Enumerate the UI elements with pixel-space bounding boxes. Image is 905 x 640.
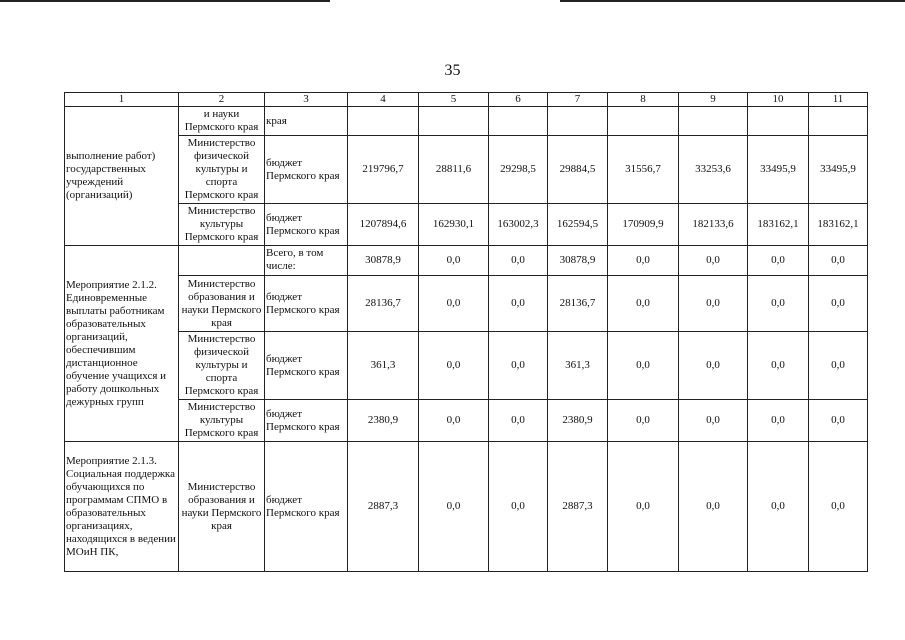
- agency-cell: Министерство образования и науки Пермского края: [179, 276, 265, 332]
- value-cell: 163002,3: [489, 204, 548, 246]
- value-cell: 0,0: [489, 276, 548, 332]
- table-row: [65, 276, 868, 332]
- source-cell: бюджет Пермского края: [265, 204, 348, 246]
- value-cell: 219796,7: [348, 136, 419, 204]
- value-cell: 0,0: [608, 442, 679, 572]
- page-number: 35: [444, 62, 461, 79]
- value-cell: 33495,9: [809, 136, 868, 204]
- agency-cell: Министерство физической культуры и спорта Пермского края: [179, 136, 265, 204]
- value-cell: [419, 107, 489, 136]
- value-cell: 0,0: [608, 332, 679, 400]
- value-cell: 183162,1: [748, 204, 809, 246]
- agency-cell: Министерство культуры Пермского края: [179, 400, 265, 442]
- value-cell: 28136,7: [348, 276, 419, 332]
- value-cell: [679, 107, 748, 136]
- value-cell: 0,0: [748, 276, 809, 332]
- value-cell: 182133,6: [679, 204, 748, 246]
- top-rule-left: [0, 0, 330, 2]
- header-cell: 2: [179, 93, 265, 107]
- value-cell: [748, 107, 809, 136]
- value-cell: 162594,5: [548, 204, 608, 246]
- value-cell: 0,0: [679, 246, 748, 276]
- source-cell: края: [265, 107, 348, 136]
- agency-cell: Министерство культуры Пермского края: [179, 204, 265, 246]
- value-cell: 30878,9: [348, 246, 419, 276]
- source-cell: бюджет Пермского края: [265, 442, 348, 572]
- table-row: [65, 332, 868, 400]
- source-cell: бюджет Пермского края: [265, 400, 348, 442]
- value-cell: 0,0: [748, 246, 809, 276]
- table-row: [65, 400, 868, 442]
- value-cell: 0,0: [809, 442, 868, 572]
- activity-description: Мероприятие 2.1.3. Социальная поддержка обучающихся по программам СПМО в образовательных организациях, находящихся в ведении МОиН ПК,: [65, 442, 179, 572]
- header-row: [65, 93, 868, 107]
- value-cell: 0,0: [419, 276, 489, 332]
- value-cell: 0,0: [809, 332, 868, 400]
- table-row: [65, 107, 868, 136]
- value-cell: [608, 107, 679, 136]
- value-cell: 2380,9: [348, 400, 419, 442]
- header-cell: 3: [265, 93, 348, 107]
- value-cell: 183162,1: [809, 204, 868, 246]
- value-cell: 170909,9: [608, 204, 679, 246]
- value-cell: 0,0: [748, 442, 809, 572]
- header-cell: 6: [489, 93, 548, 107]
- value-cell: 162930,1: [419, 204, 489, 246]
- value-cell: 0,0: [489, 332, 548, 400]
- value-cell: [348, 107, 419, 136]
- value-cell: 0,0: [679, 442, 748, 572]
- source-cell: бюджет Пермского края: [265, 332, 348, 400]
- value-cell: 0,0: [489, 442, 548, 572]
- table-row: [65, 246, 868, 276]
- table-row: [65, 204, 868, 246]
- value-cell: 33253,6: [679, 136, 748, 204]
- value-cell: 0,0: [679, 276, 748, 332]
- value-cell: 0,0: [608, 400, 679, 442]
- value-cell: 0,0: [679, 332, 748, 400]
- table-row: [65, 136, 868, 204]
- value-cell: 2887,3: [348, 442, 419, 572]
- header-cell: 7: [548, 93, 608, 107]
- header-cell: 9: [679, 93, 748, 107]
- value-cell: 0,0: [809, 276, 868, 332]
- agency-cell: [179, 246, 265, 276]
- header-cell: 5: [419, 93, 489, 107]
- value-cell: 2887,3: [548, 442, 608, 572]
- value-cell: 0,0: [489, 400, 548, 442]
- value-cell: 0,0: [419, 442, 489, 572]
- value-cell: 0,0: [608, 276, 679, 332]
- table-row: [65, 442, 868, 572]
- value-cell: 28811,6: [419, 136, 489, 204]
- value-cell: 29298,5: [489, 136, 548, 204]
- agency-cell: Министерство образования и науки Пермского края: [179, 442, 265, 572]
- agency-cell: Министерство физической культуры и спорта Пермского края: [179, 332, 265, 400]
- header-cell: 4: [348, 93, 419, 107]
- source-cell: бюджет Пермского края: [265, 136, 348, 204]
- header-cell: 11: [809, 93, 868, 107]
- value-cell: 0,0: [679, 400, 748, 442]
- value-cell: 0,0: [419, 332, 489, 400]
- source-cell: Всего, в том числе:: [265, 246, 348, 276]
- value-cell: 2380,9: [548, 400, 608, 442]
- budget-table: [64, 92, 868, 572]
- value-cell: 30878,9: [548, 246, 608, 276]
- value-cell: 0,0: [809, 246, 868, 276]
- header-cell: 8: [608, 93, 679, 107]
- top-rule-right: [560, 0, 905, 2]
- value-cell: 361,3: [348, 332, 419, 400]
- value-cell: 0,0: [748, 400, 809, 442]
- value-cell: 0,0: [608, 246, 679, 276]
- value-cell: 361,3: [548, 332, 608, 400]
- activity-description: выполнение работ) государственных учреждений (организаций): [65, 107, 179, 246]
- header-cell: 1: [65, 93, 179, 107]
- header-cell: 10: [748, 93, 809, 107]
- value-cell: 28136,7: [548, 276, 608, 332]
- value-cell: [548, 107, 608, 136]
- value-cell: 0,0: [419, 400, 489, 442]
- value-cell: 1207894,6: [348, 204, 419, 246]
- source-cell: бюджет Пермского края: [265, 276, 348, 332]
- value-cell: 0,0: [419, 246, 489, 276]
- value-cell: 31556,7: [608, 136, 679, 204]
- value-cell: 0,0: [809, 400, 868, 442]
- value-cell: 0,0: [489, 246, 548, 276]
- value-cell: 29884,5: [548, 136, 608, 204]
- agency-cell: и науки Пермского края: [179, 107, 265, 136]
- activity-description: Мероприятие 2.1.2. Единовременные выплаты работникам образовательных организаций, обеспечившим дистанционное обучение учащихся и работу дошкольных дежурных групп: [65, 246, 179, 442]
- value-cell: [489, 107, 548, 136]
- value-cell: 0,0: [748, 332, 809, 400]
- value-cell: [809, 107, 868, 136]
- value-cell: 33495,9: [748, 136, 809, 204]
